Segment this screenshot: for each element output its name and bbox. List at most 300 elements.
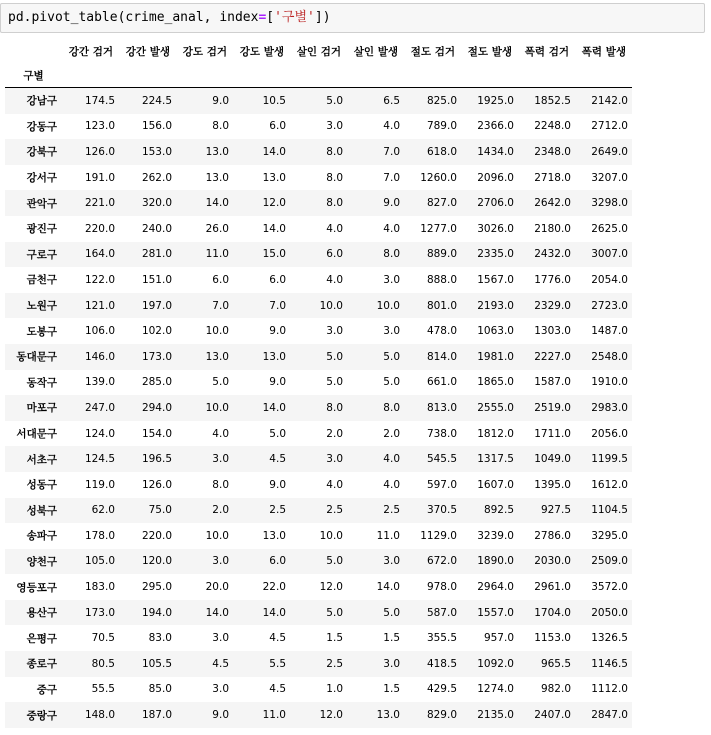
row-index-label: 동대문구 [16, 351, 57, 364]
table-cell: 5.5 [269, 657, 286, 670]
table-cell: 3.0 [383, 555, 400, 568]
table-cell: 1776.0 [534, 273, 571, 286]
code-prefix: pd.pivot_table(crime_anal, index [8, 10, 259, 25]
table-cell: 1.0 [326, 683, 343, 696]
table-cell: 2054.0 [591, 273, 628, 286]
table-cell: 3.0 [383, 325, 400, 338]
table-cell: 3572.0 [591, 581, 628, 594]
table-cell: 814.0 [426, 350, 457, 363]
table-cell: 13.0 [376, 709, 400, 722]
table-cell: 8.0 [383, 401, 400, 414]
table-cell: 3.0 [326, 325, 343, 338]
table-cell: 4.5 [269, 632, 286, 645]
table-cell: 597.0 [426, 478, 457, 491]
row-index-label: 은평구 [26, 632, 57, 645]
row-index-label: 노원구 [26, 300, 57, 313]
table-cell: 618.0 [426, 145, 457, 158]
table-cell: 154.0 [141, 427, 172, 440]
table-cell: 2509.0 [591, 555, 628, 568]
table-cell: 3.0 [383, 657, 400, 670]
column-header: 강간 발생 [125, 45, 170, 58]
table-cell: 5.0 [326, 606, 343, 619]
table-row [5, 190, 632, 216]
table-cell: 10.0 [205, 325, 229, 338]
table-cell: 4.0 [212, 427, 229, 440]
table-cell: 8.0 [383, 248, 400, 261]
table-cell: 119.0 [84, 478, 115, 491]
table-cell: 2030.0 [534, 555, 571, 568]
table-cell: 2.0 [212, 504, 229, 517]
table-cell: 14.0 [376, 581, 400, 594]
row-index-label: 강동구 [26, 120, 57, 133]
table-cell: 6.0 [326, 248, 343, 261]
row-index-label: 성동구 [26, 479, 57, 492]
table-cell: 1925.0 [477, 94, 514, 107]
row-index-label: 동작구 [26, 376, 57, 389]
table-row [5, 165, 632, 191]
table-cell: 13.0 [205, 145, 229, 158]
table-cell: 173.0 [141, 350, 172, 363]
table-cell: 1607.0 [477, 478, 514, 491]
table-cell: 13.0 [262, 529, 286, 542]
table-cell: 3026.0 [477, 222, 514, 235]
table-cell: 123.0 [84, 120, 115, 133]
table-cell: 105.0 [84, 555, 115, 568]
table-row [5, 472, 632, 498]
table-cell: 957.0 [483, 632, 514, 645]
code-assign-operator: = [258, 10, 267, 25]
table-cell: 3.0 [212, 453, 229, 466]
table-cell: 5.0 [269, 427, 286, 440]
row-index-label: 용산구 [26, 607, 57, 620]
table-cell: 146.0 [84, 350, 115, 363]
table-cell: 829.0 [426, 709, 457, 722]
table-cell: 12.0 [262, 197, 286, 210]
table-cell: 2142.0 [591, 94, 628, 107]
table-cell: 355.5 [426, 632, 457, 645]
column-header-row [5, 39, 632, 63]
table-row [5, 242, 632, 268]
table-cell: 4.5 [269, 683, 286, 696]
table-row [5, 318, 632, 344]
table-cell: 2096.0 [477, 171, 514, 184]
table-cell: 9.0 [269, 325, 286, 338]
table-cell: 1612.0 [591, 478, 628, 491]
row-index-label: 금천구 [26, 274, 57, 287]
table-cell: 4.0 [383, 453, 400, 466]
table-cell: 2723.0 [591, 299, 628, 312]
table-cell: 124.5 [84, 453, 115, 466]
table-cell: 2706.0 [477, 197, 514, 210]
table-cell: 1487.0 [591, 325, 628, 338]
table-cell: 1587.0 [534, 376, 571, 389]
table-cell: 262.0 [141, 171, 172, 184]
code-string-literal: '구별' [274, 10, 315, 25]
table-cell: 14.0 [262, 401, 286, 414]
table-cell: 661.0 [426, 376, 457, 389]
table-cell: 124.0 [84, 427, 115, 440]
table-cell: 5.0 [383, 376, 400, 389]
table-cell: 2519.0 [534, 401, 571, 414]
table-cell: 83.0 [148, 632, 172, 645]
table-cell: 889.0 [426, 248, 457, 261]
table-cell: 2642.0 [534, 197, 571, 210]
table-row [5, 625, 632, 651]
table-cell: 2548.0 [591, 350, 628, 363]
table-cell: 3298.0 [591, 197, 628, 210]
row-index-label: 서초구 [26, 453, 57, 466]
table-cell: 478.0 [426, 325, 457, 338]
table-cell: 3.0 [212, 632, 229, 645]
row-index-label: 영등포구 [16, 581, 57, 594]
table-cell: 2649.0 [591, 145, 628, 158]
table-cell: 126.0 [84, 145, 115, 158]
table-cell: 240.0 [141, 222, 172, 235]
table-row [5, 600, 632, 626]
table-cell: 370.5 [426, 504, 457, 517]
row-index-label: 광진구 [26, 223, 57, 236]
table-cell: 5.0 [383, 606, 400, 619]
table-cell: 7.0 [383, 145, 400, 158]
table-cell: 545.5 [426, 453, 457, 466]
table-cell: 196.5 [141, 453, 172, 466]
table-cell: 2329.0 [534, 299, 571, 312]
row-index-label: 서대문구 [16, 428, 57, 441]
table-cell: 2248.0 [534, 120, 571, 133]
table-cell: 4.0 [383, 222, 400, 235]
table-cell: 2847.0 [591, 709, 628, 722]
table-row [5, 114, 632, 140]
table-cell: 14.0 [262, 222, 286, 235]
table-row [5, 421, 632, 447]
table-cell: 813.0 [426, 401, 457, 414]
table-cell: 2712.0 [591, 120, 628, 133]
table-cell: 978.0 [426, 581, 457, 594]
table-row [5, 88, 632, 114]
table-cell: 6.0 [269, 273, 286, 286]
table-cell: 14.0 [205, 606, 229, 619]
row-index-label: 관악구 [26, 197, 57, 210]
column-header: 폭력 발생 [581, 45, 626, 58]
table-cell: 3.0 [326, 120, 343, 133]
table-cell: 105.5 [141, 657, 172, 670]
table-cell: 10.5 [262, 94, 286, 107]
table-cell: 4.5 [269, 453, 286, 466]
table-cell: 285.0 [141, 376, 172, 389]
table-cell: 1274.0 [477, 683, 514, 696]
table-cell: 6.0 [212, 273, 229, 286]
table-cell: 139.0 [84, 376, 115, 389]
table-cell: 20.0 [205, 581, 229, 594]
table-cell: 178.0 [84, 529, 115, 542]
table-cell: 8.0 [326, 145, 343, 158]
table-cell: 2335.0 [477, 248, 514, 261]
table-cell: 13.0 [205, 171, 229, 184]
table-row [5, 677, 632, 703]
table-cell: 982.0 [540, 683, 571, 696]
dataframe-body [5, 88, 632, 728]
table-cell: 8.0 [326, 197, 343, 210]
table-cell: 9.0 [269, 376, 286, 389]
table-cell: 4.0 [326, 222, 343, 235]
table-cell: 122.0 [84, 273, 115, 286]
table-cell: 10.0 [319, 529, 343, 542]
table-row [5, 651, 632, 677]
table-cell: 11.0 [205, 248, 229, 261]
table-cell: 10.0 [376, 299, 400, 312]
table-cell: 2180.0 [534, 222, 571, 235]
table-cell: 294.0 [141, 401, 172, 414]
table-cell: 429.5 [426, 683, 457, 696]
table-row [5, 523, 632, 549]
table-cell: 1104.5 [591, 504, 628, 517]
table-cell: 1.5 [383, 632, 400, 645]
row-index-label: 강남구 [26, 95, 57, 108]
table-cell: 5.0 [326, 555, 343, 568]
table-cell: 121.0 [84, 299, 115, 312]
row-index-label: 중구 [36, 683, 57, 696]
table-cell: 4.5 [212, 657, 229, 670]
row-index-label: 강서구 [26, 172, 57, 185]
table-cell: 888.0 [426, 273, 457, 286]
table-cell: 220.0 [84, 222, 115, 235]
table-cell: 1865.0 [477, 376, 514, 389]
table-cell: 70.5 [91, 632, 115, 645]
column-header: 살인 발생 [353, 45, 398, 58]
table-cell: 1981.0 [477, 350, 514, 363]
table-cell: 2961.0 [534, 581, 571, 594]
table-cell: 4.0 [383, 478, 400, 491]
table-cell: 1092.0 [477, 657, 514, 670]
table-cell: 6.0 [269, 555, 286, 568]
table-cell: 9.0 [269, 478, 286, 491]
table-cell: 8.0 [212, 120, 229, 133]
table-row [5, 139, 632, 165]
table-cell: 9.0 [212, 709, 229, 722]
table-cell: 15.0 [262, 248, 286, 261]
table-cell: 1303.0 [534, 325, 571, 338]
table-cell: 7.0 [212, 299, 229, 312]
table-cell: 11.0 [262, 709, 286, 722]
table-cell: 11.0 [376, 529, 400, 542]
table-cell: 75.0 [148, 504, 172, 517]
table-cell: 10.0 [319, 299, 343, 312]
dataframe-header [5, 39, 632, 88]
table-row [5, 549, 632, 575]
table-cell: 1395.0 [534, 478, 571, 491]
table-cell: 3.0 [212, 555, 229, 568]
index-name-label: 구별 [5, 63, 62, 88]
table-cell: 1704.0 [534, 606, 571, 619]
table-cell: 120.0 [141, 555, 172, 568]
table-cell: 1063.0 [477, 325, 514, 338]
table-cell: 2718.0 [534, 171, 571, 184]
table-cell: 1199.5 [591, 453, 628, 466]
table-cell: 3007.0 [591, 248, 628, 261]
table-cell: 12.0 [319, 581, 343, 594]
row-index-label: 중랑구 [26, 709, 57, 722]
table-cell: 1567.0 [477, 273, 514, 286]
table-cell: 1852.5 [534, 94, 571, 107]
table-cell: 2786.0 [534, 529, 571, 542]
table-cell: 13.0 [262, 350, 286, 363]
table-cell: 418.5 [426, 657, 457, 670]
table-cell: 927.5 [540, 504, 571, 517]
table-cell: 1.5 [383, 683, 400, 696]
table-cell: 156.0 [141, 120, 172, 133]
row-index-label: 강북구 [26, 146, 57, 159]
table-cell: 1317.5 [477, 453, 514, 466]
row-index-label: 마포구 [26, 402, 57, 415]
table-cell: 3239.0 [477, 529, 514, 542]
code-bracket-close: ]) [314, 10, 331, 25]
table-cell: 2555.0 [477, 401, 514, 414]
row-index-label: 양천구 [26, 555, 57, 568]
table-cell: 14.0 [262, 145, 286, 158]
table-cell: 85.0 [148, 683, 172, 696]
table-cell: 6.0 [269, 120, 286, 133]
table-cell: 174.5 [84, 94, 115, 107]
table-cell: 153.0 [141, 145, 172, 158]
table-cell: 4.0 [326, 478, 343, 491]
table-cell: 220.0 [141, 529, 172, 542]
table-cell: 4.0 [326, 273, 343, 286]
column-header: 절도 발생 [467, 45, 512, 58]
table-cell: 151.0 [141, 273, 172, 286]
table-row [5, 446, 632, 472]
table-cell: 1049.0 [534, 453, 571, 466]
table-cell: 13.0 [262, 171, 286, 184]
table-cell: 1153.0 [534, 632, 571, 645]
table-cell: 320.0 [141, 197, 172, 210]
table-row [5, 574, 632, 600]
table-cell: 8.0 [212, 478, 229, 491]
table-row [5, 498, 632, 524]
column-header: 살인 검거 [296, 45, 341, 58]
table-cell: 148.0 [84, 709, 115, 722]
table-cell: 3207.0 [591, 171, 628, 184]
table-cell: 3295.0 [591, 529, 628, 542]
table-cell: 22.0 [262, 581, 286, 594]
table-cell: 224.5 [141, 94, 172, 107]
table-cell: 2.5 [326, 504, 343, 517]
table-cell: 10.0 [205, 529, 229, 542]
table-cell: 13.0 [205, 350, 229, 363]
table-cell: 5.0 [326, 376, 343, 389]
table-row [5, 344, 632, 370]
table-cell: 2193.0 [477, 299, 514, 312]
table-cell: 1129.0 [420, 529, 457, 542]
column-header: 강도 발생 [239, 45, 284, 58]
table-cell: 14.0 [262, 606, 286, 619]
table-cell: 825.0 [426, 94, 457, 107]
table-cell: 247.0 [84, 401, 115, 414]
table-cell: 2050.0 [591, 606, 628, 619]
table-cell: 2407.0 [534, 709, 571, 722]
table-cell: 80.5 [91, 657, 115, 670]
table-cell: 2.5 [269, 504, 286, 517]
table-cell: 164.0 [84, 248, 115, 261]
table-cell: 587.0 [426, 606, 457, 619]
table-row [5, 267, 632, 293]
table-cell: 2964.0 [477, 581, 514, 594]
table-cell: 789.0 [426, 120, 457, 133]
table-cell: 2348.0 [534, 145, 571, 158]
table-cell: 281.0 [141, 248, 172, 261]
index-name-row [5, 63, 632, 88]
code-input-cell[interactable] [0, 3, 705, 33]
table-cell: 126.0 [141, 478, 172, 491]
table-row [5, 395, 632, 421]
table-cell: 7.0 [383, 171, 400, 184]
table-row [5, 216, 632, 242]
table-cell: 1146.5 [591, 657, 628, 670]
table-cell: 14.0 [205, 197, 229, 210]
table-cell: 2.0 [326, 427, 343, 440]
table-cell: 55.5 [91, 683, 115, 696]
table-cell: 1812.0 [477, 427, 514, 440]
table-cell: 1434.0 [477, 145, 514, 158]
table-cell: 672.0 [426, 555, 457, 568]
table-row [5, 702, 632, 728]
table-cell: 187.0 [141, 709, 172, 722]
table-cell: 191.0 [84, 171, 115, 184]
table-row [5, 370, 632, 396]
table-cell: 2056.0 [591, 427, 628, 440]
table-cell: 1557.0 [477, 606, 514, 619]
code-bracket-open: [ [266, 10, 275, 25]
column-header: 강도 검거 [182, 45, 227, 58]
table-cell: 183.0 [84, 581, 115, 594]
table-cell: 965.5 [540, 657, 571, 670]
table-cell: 3.0 [212, 683, 229, 696]
table-cell: 892.5 [483, 504, 514, 517]
table-cell: 1.5 [326, 632, 343, 645]
table-cell: 173.0 [84, 606, 115, 619]
table-cell: 12.0 [319, 709, 343, 722]
table-cell: 3.0 [383, 273, 400, 286]
table-cell: 738.0 [426, 427, 457, 440]
column-header: 강간 검거 [68, 45, 113, 58]
table-cell: 2.0 [383, 427, 400, 440]
table-cell: 5.0 [326, 350, 343, 363]
table-cell: 2227.0 [534, 350, 571, 363]
table-cell: 9.0 [383, 197, 400, 210]
table-cell: 102.0 [141, 325, 172, 338]
table-cell: 6.5 [383, 94, 400, 107]
table-cell: 194.0 [141, 606, 172, 619]
row-index-label: 성북구 [26, 504, 57, 517]
table-cell: 5.0 [383, 350, 400, 363]
table-cell: 2.5 [326, 657, 343, 670]
table-cell: 9.0 [212, 94, 229, 107]
table-cell: 4.0 [383, 120, 400, 133]
table-cell: 2135.0 [477, 709, 514, 722]
column-header: 절도 검거 [410, 45, 455, 58]
table-cell: 801.0 [426, 299, 457, 312]
table-cell: 1112.0 [591, 683, 628, 696]
header-corner [5, 39, 62, 63]
table-cell: 295.0 [141, 581, 172, 594]
table-cell: 1711.0 [534, 427, 571, 440]
table-cell: 197.0 [141, 299, 172, 312]
table-cell: 2432.0 [534, 248, 571, 261]
table-cell: 2983.0 [591, 401, 628, 414]
table-cell: 10.0 [205, 401, 229, 414]
table-cell: 62.0 [91, 504, 115, 517]
table-cell: 26.0 [205, 222, 229, 235]
table-cell: 221.0 [84, 197, 115, 210]
